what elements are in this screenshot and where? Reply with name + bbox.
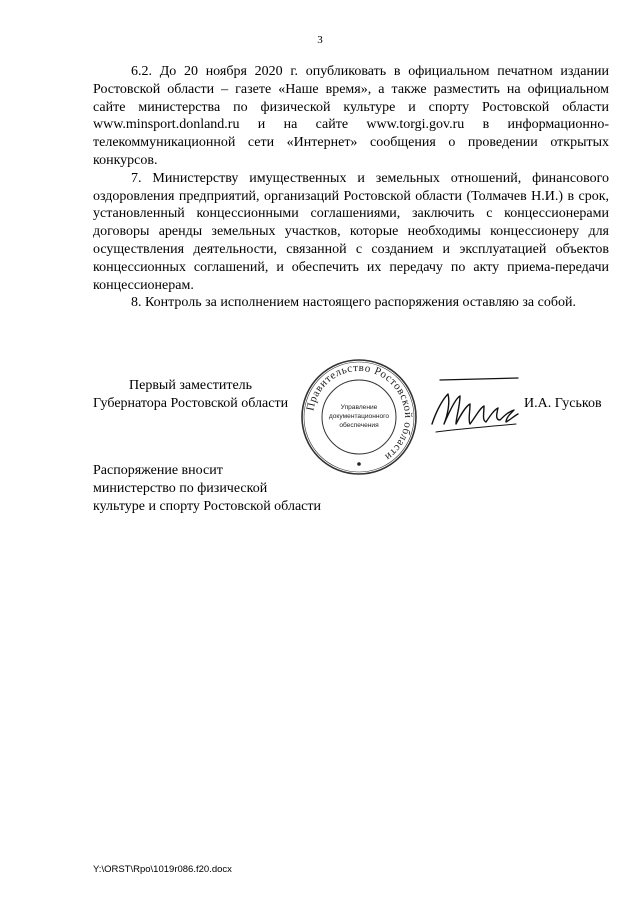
seal-center-line2: документационного	[328, 413, 390, 420]
paragraph-6-2: 6.2. До 20 ноября 2020 г. опубликовать в официальном печатном издании Ростовской области – газете «Наше время», а также разместить на официальном сайте министерства по физической культуре и спорту Ростовской области www.minsport.donland.ru и на сайте www.torgi.gov.ru в информационно-телекоммуникационной сети «Интернет» сообщения о проведении открытых конкурсов.	[93, 64, 609, 168]
introduced-by-line1: Распоряжение вносит	[93, 463, 223, 478]
signatory-title-line1: Первый заместитель	[129, 378, 253, 393]
introduced-by-note	[93, 462, 321, 515]
document-body	[93, 63, 609, 312]
file-path-footer: Y:\ORST\Rpo\1019r086.f20.docx	[93, 864, 232, 875]
signatory-title-line2: Губернатора Ростовской области	[93, 395, 289, 411]
introduced-by-line3: культуре и спорту Ростовской области	[93, 498, 321, 514]
official-seal	[300, 358, 418, 476]
paragraph-8: 8. Контроль за исполнением настоящего распоряжения оставляю за собой.	[131, 295, 576, 311]
handwritten-signature	[426, 372, 522, 442]
seal-ring-text: Правительство Ростовской области	[304, 361, 415, 464]
signatory-name: И.А. Гуськов	[524, 396, 602, 411]
page-number: 3	[317, 34, 323, 46]
paragraph-7: 7. Министерству имущественных и земельных отношений, финансового оздоровления предприятий, организаций Ростовской области (Толмачев Н.И.) в срок, установленный концессионными соглашениями, заключить с концессионерами договоры аренды земельных участков, которые необходимы концессионеру для осуществления деятельности, связанной с созданием и эксплуатацией объектов концессионных соглашений, и обеспечить их передачу по акту приема-передачи концессионерам.	[93, 170, 609, 293]
introduced-by-line2: министерство по физической	[93, 480, 268, 496]
seal-center-line3: обеспечения	[339, 422, 379, 429]
signatory-title	[93, 377, 288, 413]
seal-center-line1: Управление	[340, 404, 378, 411]
